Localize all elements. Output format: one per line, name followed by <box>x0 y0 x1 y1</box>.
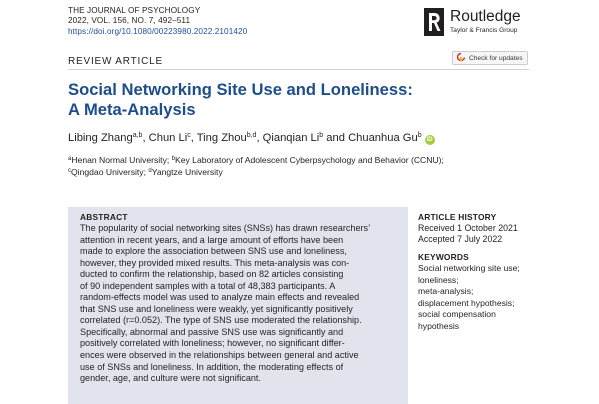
author-separator: and <box>323 132 349 144</box>
doi-link[interactable]: https://doi.org/10.1080/00223980.2022.2101420 <box>68 26 248 36</box>
publisher-name: Routledge <box>450 8 521 25</box>
keywords-heading: KEYWORDS <box>418 252 469 262</box>
author-separator: , <box>190 132 197 144</box>
author-name[interactable]: Ting Zhou <box>196 132 247 144</box>
keywords-list <box>418 263 530 332</box>
author-affil-marker: b <box>319 132 324 139</box>
affiliation-text: Key Laboratory of Adolescent Cyberpsychology and Behavior (CCNU); <box>174 155 444 165</box>
keyword-item: loneliness; <box>418 274 459 285</box>
abstract-line: random-effects model was used to analyze main effects and revealed <box>80 292 360 303</box>
affiliation-text: Henan Normal University; <box>71 155 172 165</box>
author-list <box>68 131 435 145</box>
article-title <box>68 80 413 120</box>
author-name[interactable]: Libing Zhang <box>68 132 133 144</box>
article-history-heading: ARTICLE HISTORY <box>418 212 497 222</box>
abstract-heading: ABSTRACT <box>80 212 128 222</box>
author-separator: , <box>256 132 263 144</box>
journal-name: THE JOURNAL OF PSYCHOLOGY <box>68 6 201 15</box>
author-affil-marker: c <box>187 132 191 139</box>
affil-marker: a <box>68 156 72 162</box>
header-divider <box>68 69 529 70</box>
author-separator: , <box>142 132 149 144</box>
keyword-item: Social networking site use; <box>418 263 520 273</box>
affiliation-text: Yangtze University <box>151 166 223 177</box>
keyword-item: meta-analysis; <box>418 286 474 296</box>
orcid-icon[interactable]: iD <box>426 137 433 143</box>
routledge-r-logo-icon <box>424 8 444 36</box>
affiliation-text: Qingdao University; <box>71 166 149 177</box>
affiliation-line <box>68 167 444 179</box>
abstract-line: use of SNSs and loneliness. In addition, the moderating effects of <box>80 361 344 372</box>
title-line-2: A Meta-Analysis <box>68 100 196 119</box>
journal-header <box>68 6 247 37</box>
abstract-line: The popularity of social networking sites (SNSs) has drawn researchers’ <box>80 223 371 233</box>
author-affil-marker: a,b <box>132 132 143 139</box>
abstract-line: positively correlated with loneliness; however, no significant differ- <box>80 338 345 349</box>
affiliation-line <box>68 155 444 167</box>
affil-marker: d <box>148 167 152 174</box>
journal-volume: 2022, VOL. 156, NO. 7, 492–511 <box>68 16 191 26</box>
abstract-line: correlated (r=0.052). The type of SNS use moderated the relationship. <box>80 315 362 326</box>
check-for-updates-label: Check for updates <box>469 54 523 62</box>
author-name[interactable]: Qianqian Li <box>262 132 320 144</box>
author-affil-marker: b,d <box>246 132 257 139</box>
affiliations <box>68 155 444 178</box>
abstract-body <box>80 223 398 385</box>
abstract-line: made to explore the association between SNS use and loneliness, <box>80 246 347 257</box>
received-date: Received 1 October 2021 <box>418 223 518 233</box>
abstract-line: ducted to confirm the relationship, based on 82 articles consisting <box>80 269 344 280</box>
abstract-line: that SNS use and loneliness were weakly, yet significantly positively <box>80 303 353 314</box>
affil-marker: c <box>68 167 71 174</box>
abstract-line: however, they provided mixed results. This meta-analysis was con- <box>80 257 350 268</box>
abstract-line: attention in recent years, and a large amount of efforts have been <box>80 234 344 245</box>
author-name[interactable]: Chuanhua Gu <box>348 132 418 144</box>
check-for-updates-button[interactable] <box>452 51 528 65</box>
keyword-item: displacement hypothesis; <box>418 297 515 308</box>
author-affil-marker: b <box>417 132 422 139</box>
author-name[interactable]: Chun Li <box>148 132 188 144</box>
abstract-line: Specifically, abnormal and passive SNS use was significantly and <box>80 326 344 337</box>
accepted-date: Accepted 7 July 2022 <box>418 234 503 244</box>
keyword-item: social compensation hypothesis <box>418 309 496 331</box>
abstract-line: of 90 independent samples with a total of 48,383 participants. A <box>80 280 336 291</box>
check-for-updates-icon <box>457 49 465 67</box>
abstract-line: gender, age, and culture were not significant. <box>80 373 261 384</box>
title-line-1: Social Networking Site Use and Loneliness: <box>68 80 413 99</box>
affil-marker: b <box>171 156 175 162</box>
publisher-group: Taylor & Francis Group <box>450 27 518 34</box>
article-type: REVIEW ARTICLE <box>68 56 163 67</box>
abstract-line: ences were observed in the relationships between general and active <box>80 350 359 361</box>
